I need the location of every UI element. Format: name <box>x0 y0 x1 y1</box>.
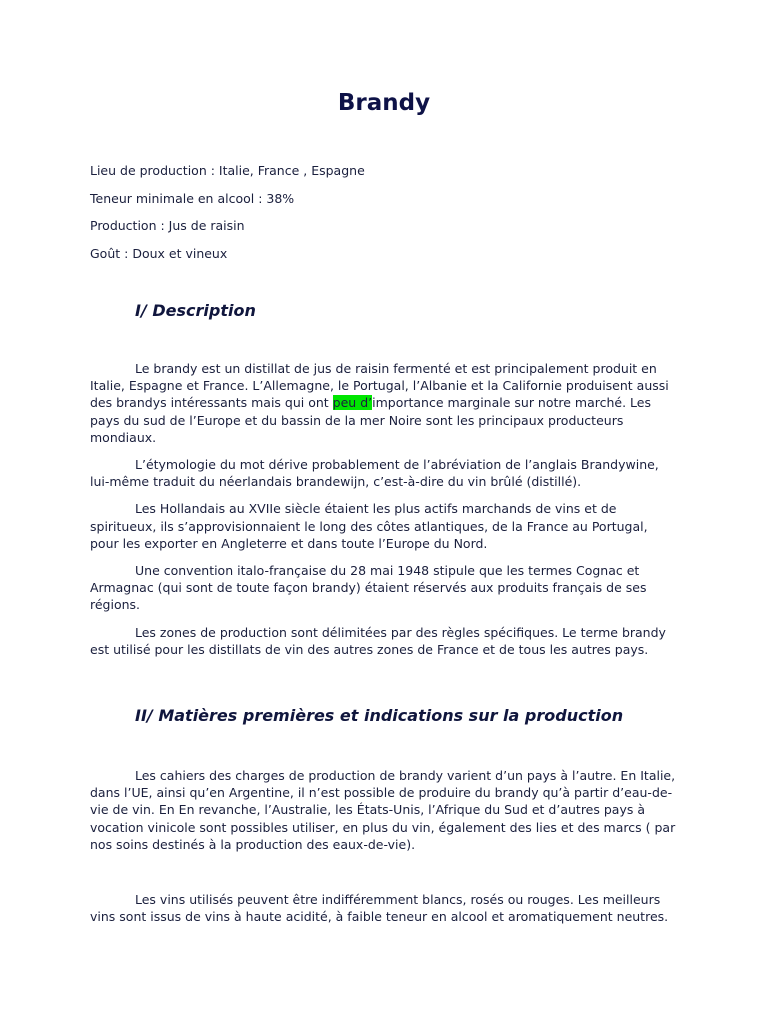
paragraph-description-2: L’étymologie du mot dérive probablement de l’abréviation de l’anglais Brandywine, lui-même traduit du néerlandais brandewijn, c’est-à-dire du vin brûlé (distillé). <box>90 457 659 490</box>
section-description-body <box>90 360 680 668</box>
paragraph-description-4: Une convention italo-française du 28 mai 1948 stipule que les termes Cognac et Armagnac (qui sont de toute façon brandy) étaient réservés aux produits français de ses régions. <box>90 563 647 613</box>
meta-taste: Goût : Doux et vineux <box>90 245 228 261</box>
section-raw-materials-body-2 <box>90 891 680 935</box>
paragraph-raw-materials-1: Les cahiers des charges de production de brandy varient d’un pays à l’autre. En Italie, dans l’UE, ainsi qu’en Argentine, il n’est possible de produire du brandy qu’à partir d’eau-de-vie de vin. En En revanche, l’Australie, les États-Unis, l’Afrique du Sud et d’autres pays à vocation vinicole sont possibles utiliser, en plus du vin, également des lies et des marcs ( par nos soins destinés à la production des eaux-de-vie). <box>90 768 676 852</box>
page-title: Brandy <box>337 90 431 116</box>
section-heading-description: I/ Description <box>135 301 256 320</box>
section-heading-raw-materials: II/ Matières premières et indications sur la production <box>135 706 624 725</box>
meta-alcohol-content: Teneur minimale en alcool : 38% <box>90 190 295 206</box>
section-raw-materials-body <box>90 767 680 863</box>
paragraph-description-1 <box>90 360 680 446</box>
paragraph-description-3: Les Hollandais au XVIIe siècle étaient les plus actifs marchands de vins et de spiritueux, ils s’approvisionnaient le long des côtes atlantiques, de la France au Portugal, pour les exporter en Angleterre et dans toute l’Europe du Nord. <box>90 501 648 551</box>
paragraph-text: Le brandy est un distillat de jus de raisin fermenté et est principalement produit en Italie, Espagne et France. L’Allemagne, le Portugal, l’Albanie et la Californie produisent aussi des brandys intéressants mais qui ont <box>90 361 669 411</box>
highlighted-text: peu d’ <box>332 395 373 411</box>
paragraph-text: importance marginale sur notre marché. Les pays du sud de l’Europe et du bassin de la mer Noire sont les principaux producteurs mondiaux. <box>90 395 652 445</box>
meta-production-source: Production : Jus de raisin <box>90 218 245 233</box>
meta-production-place: Lieu de production : Italie, France , Espagne <box>90 163 365 178</box>
paragraph-description-5: Les zones de production sont délimitées par des règles spécifiques. Le terme brandy est utilisé pour les distillats de vin des autres zones de France et de tous les autres pays. <box>90 624 666 657</box>
paragraph-raw-materials-2: Les vins utilisés peuvent être indifféremment blancs, rosés ou rouges. Les meilleurs vins sont issus de vins à haute acidité, à faible teneur en alcool et aromatiquement neutres. <box>90 892 669 925</box>
product-info <box>90 162 690 272</box>
